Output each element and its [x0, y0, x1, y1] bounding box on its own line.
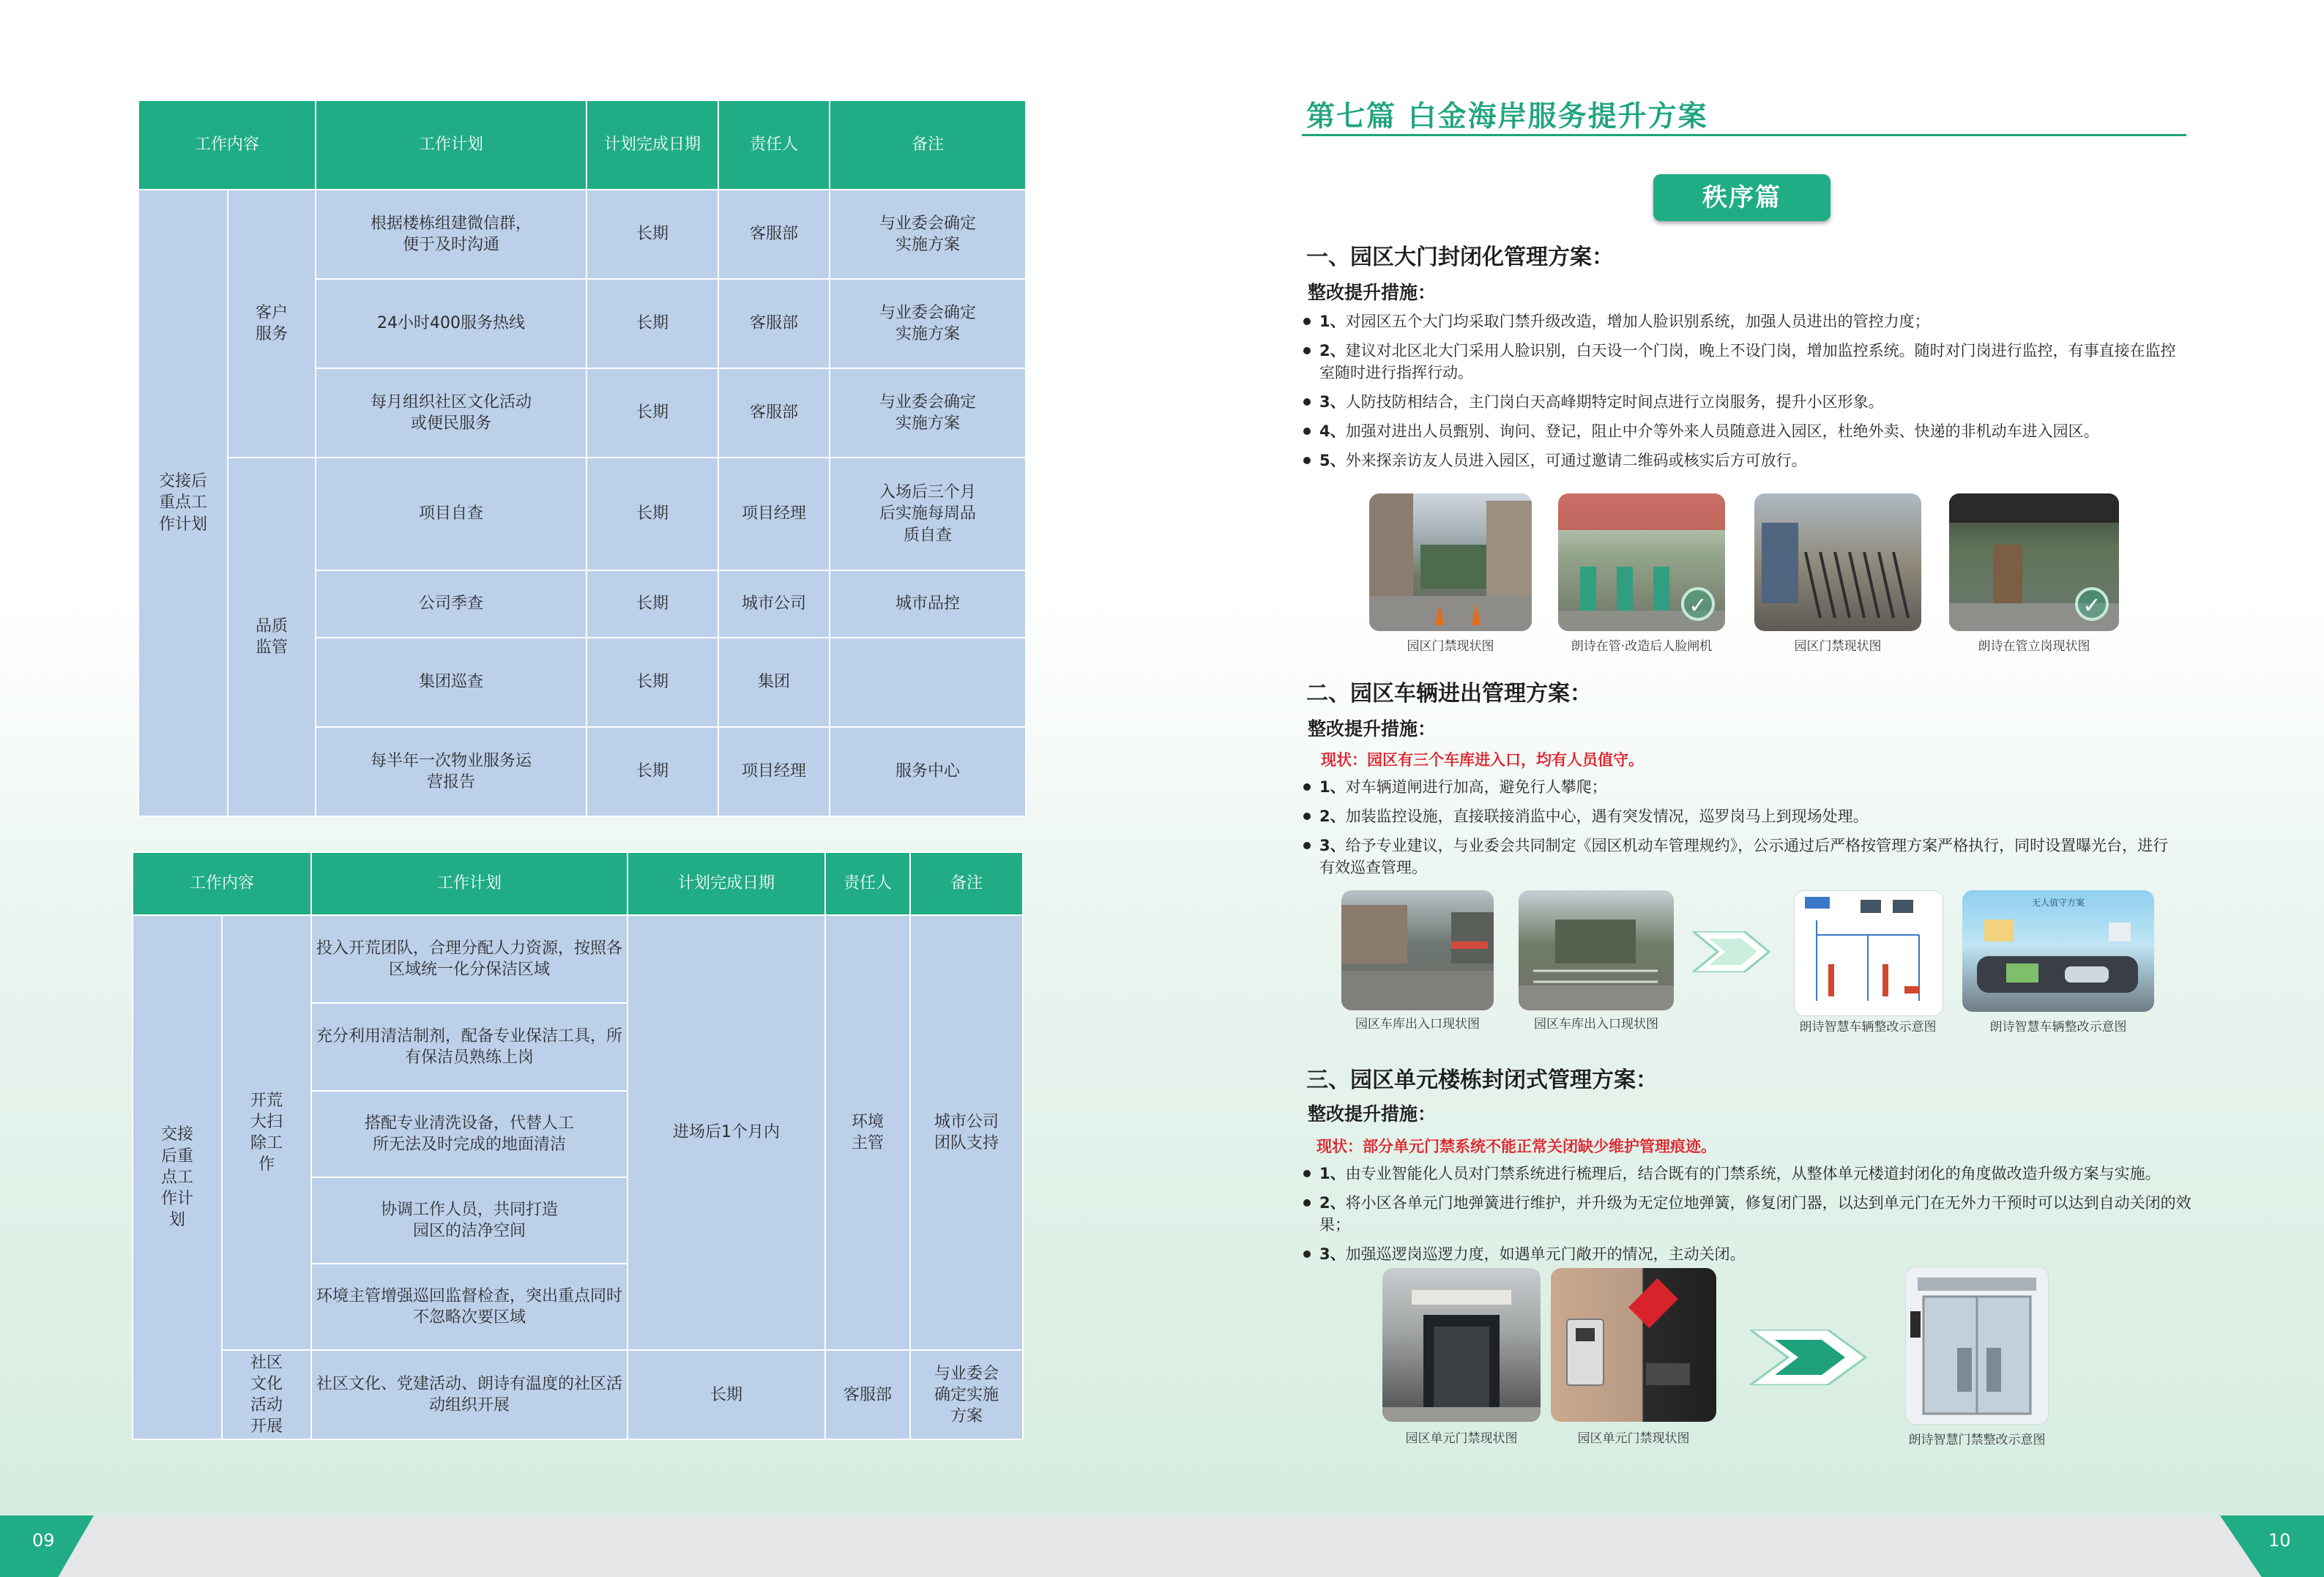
table-row [133, 915, 1023, 1003]
item-number: 3、 [1319, 1245, 1346, 1263]
list-item [1302, 310, 2188, 332]
note-cell: 城市品控 [830, 570, 1026, 638]
gate-photo-1 [1369, 493, 1532, 631]
owner-cell: 客服部 [718, 368, 830, 458]
gate-scene-icon [1369, 493, 1532, 631]
owner-cell: 项目经理 [718, 458, 830, 570]
header-due-date: 计划完成日期 [627, 852, 825, 915]
photo-caption: 园区车库出入口现状图 [1355, 1017, 1480, 1032]
note-cell: 服务中心 [830, 727, 1026, 816]
section-2-status: 现状：园区有三个车库进入口，均有人员值守。 [1321, 751, 1644, 769]
photo-caption: 园区车库出入口现状图 [1534, 1017, 1658, 1032]
item-text: 加装监控设施，直接联接消监中心，遇有突发情况，巡罗岗马上到现场处理。 [1345, 808, 1869, 825]
section-2-subtitle: 整改提升措施： [1308, 718, 1437, 739]
item-number: 4、 [1319, 422, 1346, 440]
unit-entrance-icon [1382, 1268, 1541, 1422]
list-item [1302, 1163, 2217, 1185]
garage-photo-1 [1341, 890, 1494, 1010]
garage-entrance-icon [1341, 890, 1494, 1010]
photo-caption: 朗诗智慧车辆整改示意图 [1799, 1020, 1937, 1034]
date-cell: 长期 [586, 570, 718, 638]
owner-cell: 环境 主管 [825, 915, 910, 1350]
photo-caption: 朗诗智慧门禁整改示意图 [1908, 1433, 2046, 1447]
list-item [1302, 420, 2188, 442]
section-3-title: 三、园区单元楼栋封闭式管理方案： [1306, 1067, 1658, 1093]
section-1-title: 一、园区大门封闭化管理方案： [1306, 245, 1614, 270]
item-text: 将小区各单元门地弹簧进行维护，并升级为无定位地弹簧，修复闭门器，以达到单元门在无外力干预时可以达到自动关闭的效果； [1319, 1194, 2191, 1234]
list-item [1302, 450, 2188, 471]
date-cell: 长期 [586, 727, 718, 816]
gate-scene-icon [1754, 493, 1921, 631]
item-text: 外来探亲访友人员进入园区，可通过邀请二维码或核实后方可放行。 [1345, 452, 1807, 469]
smart-door-icon [1906, 1267, 2048, 1424]
plan-cell: 社区文化、党建活动、朗诗有温度的社区活 动组织开展 [311, 1350, 627, 1439]
photo-caption: 朗诗智慧车辆整改示意图 [1989, 1020, 2127, 1034]
owner-cell: 项目经理 [718, 727, 830, 816]
note-cell: 入场后三个月 后实施每周品 质自查 [830, 458, 1026, 570]
header-due-date: 计划完成日期 [586, 100, 718, 190]
section-1-subtitle: 整改提升措施： [1308, 282, 1437, 303]
chapter-title: 第七篇 白金海岸服务提升方案 [1306, 100, 1708, 133]
list-item [1302, 1192, 2217, 1236]
table-header-row [138, 100, 1026, 190]
chevron-right-icon [1750, 1330, 1876, 1385]
date-cell: 长期 [586, 368, 718, 458]
item-text: 对车辆道闸进行加高，避免行人攀爬； [1345, 778, 1607, 796]
note-cell [830, 638, 1026, 727]
smart-vehicle-diagram-2 [1962, 890, 2154, 1012]
list-item [1302, 805, 2180, 827]
checkmark-icon: ✓ [2075, 587, 2109, 621]
section-2-title: 二、园区车辆进出管理方案： [1306, 681, 1592, 707]
section-3-measures [1302, 1163, 2217, 1272]
list-item [1302, 340, 2188, 384]
subgroup-cell: 客户 服务 [228, 190, 316, 458]
table-row [138, 190, 1026, 279]
item-text: 人防技防相结合，主门岗白天高峰期特定时间点进行立岗服务，提升小区形象。 [1345, 393, 1884, 411]
item-text: 对园区五个大门均采取门禁升级改造，增加人脸识别系统，加强人员进出的管控力度； [1345, 313, 1930, 330]
item-number: 3、 [1319, 837, 1346, 854]
date-cell: 长期 [586, 638, 718, 727]
section-3-status: 现状：部分单元门禁系统不能正常关闭缺少维护管理痕迹。 [1316, 1138, 1716, 1155]
header-owner: 责任人 [825, 852, 910, 915]
date-cell: 进场后1个月内 [627, 915, 825, 1350]
page-number-right: 10 [2268, 1530, 2291, 1551]
page-number-left: 09 [32, 1530, 55, 1551]
plan-cell: 项目自查 [316, 458, 586, 570]
subgroup-cell: 社区 文化 活动 开展 [222, 1350, 311, 1439]
section-pill: 秩序篇 [1653, 174, 1830, 221]
header-work-plan: 工作计划 [311, 852, 627, 915]
photo-caption: 朗诗在管立岗现状图 [1978, 639, 2090, 654]
owner-cell: 客服部 [825, 1350, 910, 1439]
plan-cell: 集团巡查 [316, 638, 586, 727]
checkmark-icon: ✓ [1681, 587, 1715, 621]
plan-cell: 公司季查 [316, 570, 586, 638]
date-cell: 长期 [627, 1350, 825, 1439]
work-plan-table-1 [138, 100, 1027, 817]
section-2-measures [1302, 776, 2180, 886]
item-text: 给予专业建议，与业委会共同制定《园区机动车管理规约》，公示通过后严格按管理方案严格执行，同时设置曝光台，进行有效巡查管理。 [1319, 837, 2169, 876]
diagram-title: 无人值守方案 [2031, 898, 2085, 908]
note-cell: 与业委会确定 实施方案 [830, 190, 1026, 279]
plan-cell: 每半年一次物业服务运 营报告 [316, 727, 586, 816]
section-3-subtitle: 整改提升措施： [1308, 1103, 1437, 1125]
plan-cell: 根据楼栋组建微信群， 便于及时沟通 [316, 190, 586, 279]
plan-cell: 每月组织社区文化活动 或便民服务 [316, 368, 586, 458]
list-item [1302, 835, 2180, 879]
photo-caption: 园区单元门禁现状图 [1405, 1431, 1518, 1446]
date-cell: 长期 [586, 458, 718, 570]
header-note: 备注 [830, 100, 1026, 190]
note-cell: 城市公司 团队支持 [910, 915, 1023, 1350]
smart-door-diagram [1905, 1267, 2049, 1425]
table-header-row [133, 852, 1023, 915]
photo-caption: 园区门禁现状图 [1794, 639, 1882, 654]
work-plan-table-2 [132, 851, 1024, 1440]
item-number: 3、 [1319, 393, 1346, 411]
item-text: 加强巡逻岗巡逻力度，如遇单元门敞开的情况，主动关闭。 [1345, 1245, 1746, 1263]
intercom-panel-icon [1551, 1268, 1716, 1422]
header-work-content: 工作内容 [133, 852, 311, 915]
plan-cell: 环境主管增强巡回监督检查，突出重点同时 不忽略次要区域 [311, 1264, 627, 1350]
note-cell: 与业委会确定 实施方案 [830, 368, 1026, 458]
owner-cell: 集团 [718, 638, 830, 727]
gate-photo-2 [1558, 493, 1725, 631]
section-1-measures [1302, 310, 2188, 479]
unit-door-photo-1 [1382, 1268, 1541, 1422]
item-text: 建议对北区北大门采用人脸识别，白天设一个门岗，晚上不设门岗，增加监控系统。随时对门岗进行监控，有事直接在监控室随时进行指挥行动。 [1319, 342, 2176, 381]
plan-cell: 搭配专业清洗设备，代替人工 所无法及时完成的地面清洁 [311, 1091, 627, 1177]
table-row [138, 458, 1026, 570]
item-text: 由专业智能化人员对门禁系统进行梳理后，结合既有的门禁系统，从整体单元楼道封闭化的角度做改造升级方案与实施。 [1345, 1165, 2161, 1182]
group-cell: 交接 后重 点工 作计 划 [133, 915, 222, 1439]
garage-entrance-icon [1519, 890, 1674, 1010]
header-work-plan: 工作计划 [316, 100, 586, 190]
owner-cell: 城市公司 [718, 570, 830, 638]
photo-caption: 园区门禁现状图 [1407, 639, 1494, 654]
group-cell: 交接后 重点工 作计划 [138, 190, 228, 816]
chapter-underline [1302, 134, 2186, 136]
item-number: 2、 [1319, 342, 1346, 359]
chevron-right-icon [1693, 931, 1775, 972]
date-cell: 长期 [586, 279, 718, 368]
smart-vehicle-diagram-1 [1794, 890, 1943, 1016]
item-number: 1、 [1319, 1165, 1346, 1182]
subgroup-cell: 品质 监管 [228, 458, 316, 816]
item-number: 5、 [1319, 452, 1346, 469]
header-work-content: 工作内容 [138, 100, 316, 190]
header-note: 备注 [910, 852, 1023, 915]
owner-cell: 客服部 [718, 190, 830, 279]
header-owner: 责任人 [718, 100, 830, 190]
plan-cell: 充分利用清洁制剂，配备专业保洁工具，所 有保洁员熟练上岗 [311, 1003, 627, 1091]
garage-photo-2 [1519, 890, 1674, 1010]
item-number: 1、 [1319, 778, 1346, 796]
owner-cell: 客服部 [718, 279, 830, 368]
item-number: 2、 [1319, 808, 1346, 825]
gate-photo-4 [1949, 493, 2119, 631]
subgroup-cell: 开荒 大扫 除工 作 [222, 915, 311, 1350]
list-item [1302, 776, 2180, 798]
photo-caption: 园区单元门禁现状图 [1577, 1431, 1690, 1446]
note-cell: 与业委会确定 实施方案 [830, 279, 1026, 368]
plan-cell: 投入开荒团队，合理分配人力资源，按照各 区域统一化分保洁区域 [311, 915, 627, 1003]
list-item [1302, 1243, 2217, 1265]
plan-cell: 协调工作人员，共同打造 园区的洁净空间 [311, 1177, 627, 1264]
note-cell: 与业委会 确定实施 方案 [910, 1350, 1023, 1439]
item-text: 加强对进出人员甄别、询问、登记，阻止中介等外来人员随意进入园区，杜绝外卖、快递的非机动车进入园区。 [1345, 422, 2099, 440]
table-row [133, 1350, 1023, 1439]
item-number: 2、 [1319, 1194, 1346, 1212]
photo-caption: 朗诗在管·改造后人脸闸机 [1571, 639, 1713, 654]
unit-door-photo-2 [1551, 1268, 1716, 1422]
date-cell: 长期 [586, 190, 718, 279]
gate-photo-3 [1754, 493, 1921, 631]
list-item [1302, 391, 2188, 413]
footer-band [0, 1516, 2324, 1577]
item-number: 1、 [1319, 313, 1346, 330]
plan-cell: 24小时400服务热线 [316, 279, 586, 368]
network-diagram-icon [1795, 891, 1943, 1015]
